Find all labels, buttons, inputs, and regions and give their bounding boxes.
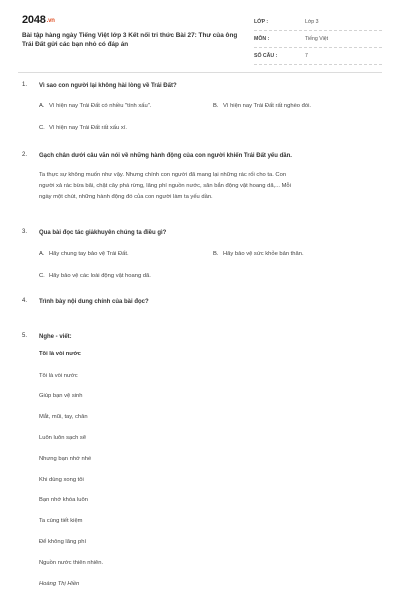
option-text: Hãy bảo vệ các loài động vật hoang dã.	[49, 273, 151, 279]
poem-line: Nhưng bạn nhớ nhé	[39, 456, 92, 462]
question-text: Trình bày nội dung chính của bài đọc?	[39, 299, 149, 305]
option-c[interactable]	[39, 273, 151, 279]
option-letter: C.	[39, 125, 45, 131]
question-number: 2.	[22, 152, 28, 158]
page-title: Bài tập hàng ngày Tiếng Việt lớp 3 Kết nối tri thức Bài 27: Thư của ông Trái Đất gửi các bạn nhỏ có đáp án	[22, 32, 238, 48]
option-text: Vì hiện nay Trái Đất có nhiều "tính xấu".	[49, 103, 152, 109]
option-text: Hãy bảo vệ sức khỏe bản thân.	[223, 251, 304, 257]
site-logo[interactable]	[22, 14, 55, 26]
question-number: 3.	[22, 229, 28, 235]
option-letter: A.	[39, 251, 45, 257]
option-c[interactable]	[39, 125, 127, 131]
option-text: Vì hiện nay Trái Đất rất xấu xí.	[49, 125, 127, 131]
poem-title: Tôi là vòi nước	[39, 351, 81, 357]
option-b[interactable]	[213, 103, 311, 109]
passage-line: Ta thực sự không muốn như vậy. Nhưng chính con người đã mang lại những rác rối cho ta. Con	[39, 172, 287, 178]
option-letter: B.	[213, 251, 219, 257]
logo-suffix: .vn	[46, 18, 55, 24]
meta-row-subject	[254, 33, 382, 48]
meta-key: SỐ CÂU :	[254, 53, 278, 59]
option-text: Hãy chung tay bảo vệ Trái Đất.	[49, 251, 129, 257]
question-text: Gạch chân dưới câu văn nói về những hành động của con người khiến Trái Đất yếu dần.	[39, 153, 292, 159]
option-b[interactable]	[213, 251, 304, 257]
question-number: 4.	[22, 298, 28, 304]
question-text: Nghe - viết:	[39, 334, 72, 340]
poem-line: Luôn luôn sạch sẽ	[39, 435, 87, 441]
poem-line: Ta cùng tiết kiệm	[39, 518, 83, 524]
poem-line: Để không lãng phí	[39, 539, 87, 545]
header-divider	[18, 72, 382, 73]
option-letter: B.	[213, 103, 219, 109]
option-text: Vì hiện nay Trái Đất rất nghèo đói.	[223, 103, 311, 109]
option-letter: C.	[39, 273, 45, 279]
passage	[39, 170, 379, 203]
meta-row-count	[254, 50, 382, 65]
logo-text: 2048	[22, 14, 46, 26]
passage-line: người xả rác bừa bãi, chặt cây phá rừng, lãng phí nguồn nước, săn bắn động vật hoang dã,... Mỗi	[39, 183, 291, 189]
meta-value: Lớp 3	[305, 19, 319, 25]
meta-row-grade	[254, 16, 382, 31]
poem-line: Tôi là vòi nước	[39, 373, 78, 379]
meta-value: 7	[305, 53, 308, 59]
meta-table	[254, 16, 382, 67]
header	[22, 14, 382, 64]
poem-author: Hoàng Thị Hiền	[39, 581, 80, 587]
poem-line: Nguồn nước thiên nhiên.	[39, 560, 104, 566]
poem-line: Mắt, mũi, tay, chân	[39, 414, 88, 420]
question-number: 1.	[22, 82, 28, 88]
question-text: Vì sao con người lại không hài lòng về Trái Đất?	[39, 83, 177, 89]
question-text: Qua bài đọc tác giảkhuyên chúng ta điều gì?	[39, 230, 167, 236]
meta-key: LỚP :	[254, 19, 269, 25]
passage-line: ngày một chút, những hành động đó của con người làm ta yếu dần.	[39, 194, 213, 200]
poem-line: Bạn nhớ khóa luôn	[39, 497, 88, 503]
meta-value: Tiếng Việt	[305, 36, 329, 42]
meta-key: MÔN :	[254, 36, 270, 42]
poem-line: Giúp bạn vệ sinh	[39, 393, 83, 399]
option-a[interactable]	[39, 251, 129, 257]
question-number: 5.	[22, 333, 28, 339]
poem-line: Khi dùng xong tôi	[39, 477, 84, 483]
option-a[interactable]	[39, 103, 151, 109]
option-letter: A.	[39, 103, 45, 109]
